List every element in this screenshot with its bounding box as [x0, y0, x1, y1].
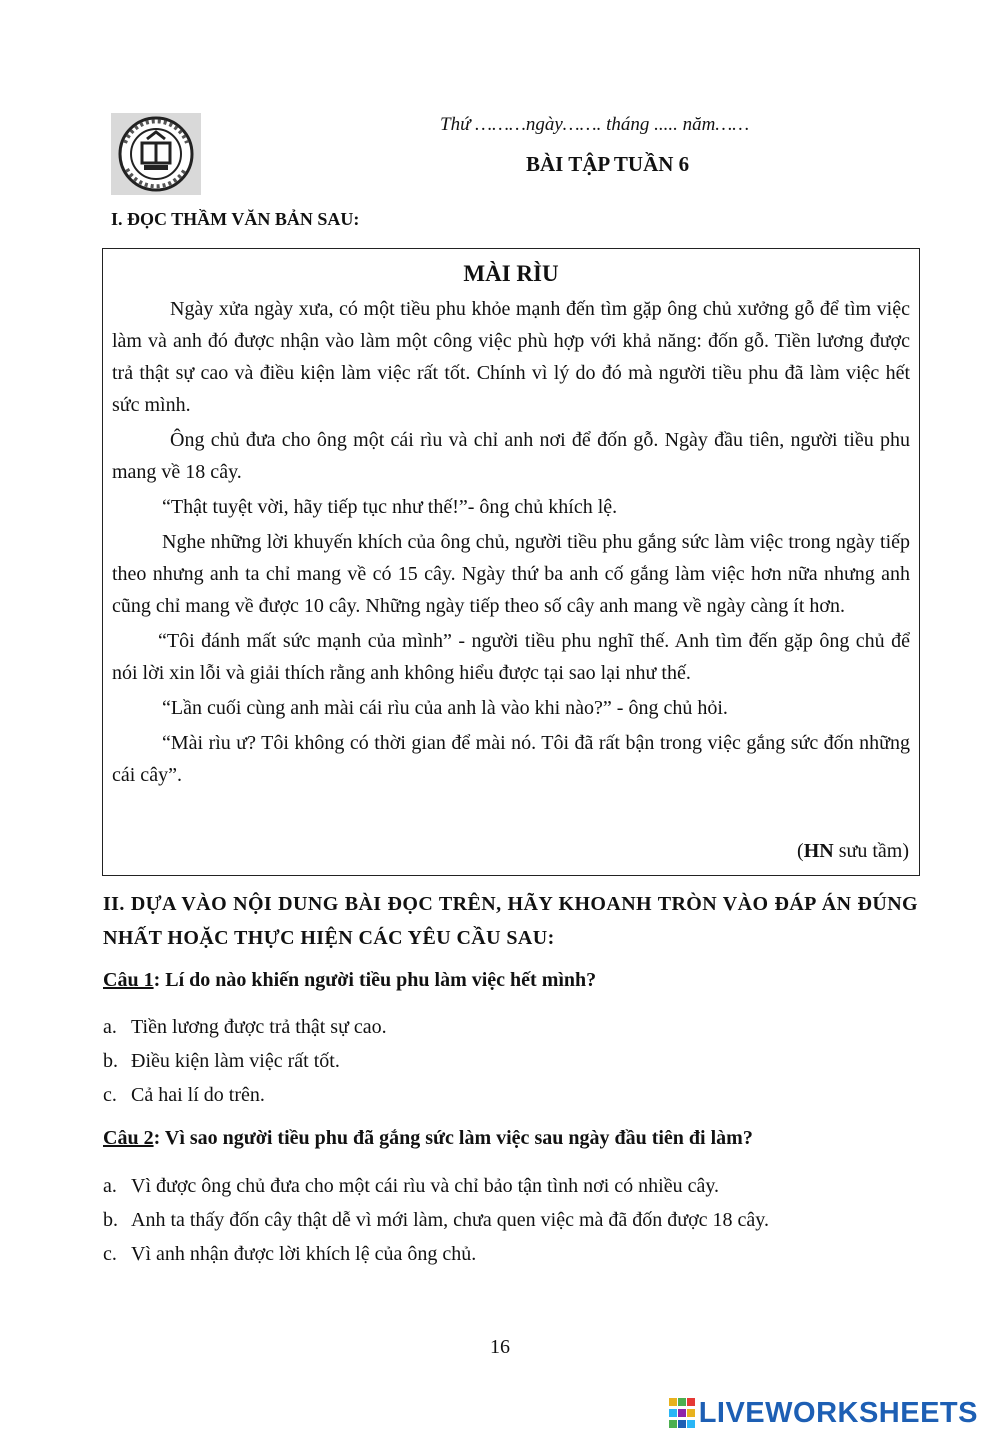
section-2-heading: II. DỰA VÀO NỘI DUNG BÀI ĐỌC TRÊN, HÃY KHOANH TRÒN VÀO ĐÁP ÁN ĐÚNG NHẤT HOẶC THỰC HIỆN CÁC YÊU CẦU SAU:	[103, 893, 918, 949]
option-text: Vì được ông chủ đưa cho một cái rìu và chỉ bảo tận tình nơi có nhiều cây.	[131, 1175, 720, 1197]
section-1-heading: I. ĐỌC THẦM VĂN BẢN SAU:	[111, 209, 360, 229]
story-source	[797, 840, 909, 863]
liveworksheets-watermark[interactable]	[669, 1396, 978, 1430]
date-line: Thứ ………ngày……. tháng ..... năm……	[440, 114, 750, 135]
option-text: Cả hai lí do trên.	[131, 1084, 265, 1106]
source-prefix: (	[797, 840, 804, 862]
option-letter: b.	[103, 1050, 118, 1072]
option-letter: b.	[103, 1209, 118, 1231]
story-paragraph: Nghe những lời khuyến khích của ông chủ, người tiều phu gắng sức làm việc trong ngày tiếp theo nhưng anh ta chỉ mang về có 15 cây. Ngày thứ ba anh cố gắng làm việc hơn nữa nhưng anh cũng chỉ mang về được 10 cây. Những ngày tiếp theo số cây anh mang về ngày càng ít hơn.	[112, 531, 910, 617]
option-text: Vì anh nhận được lời khích lệ của ông chủ.	[131, 1243, 477, 1265]
school-logo-icon	[111, 113, 201, 195]
page-number: 16	[490, 1336, 510, 1358]
story-title: MÀI RÌU	[463, 261, 559, 286]
story-text	[112, 293, 910, 794]
story-paragraph: Ông chủ đưa cho ông một cái rìu và chỉ anh nơi để đốn gỗ. Ngày đầu tiên, người tiều phu mang về 18 cây.	[112, 429, 910, 483]
source-suffix: sưu tầm)	[833, 840, 909, 862]
question-1	[103, 969, 596, 992]
story-paragraph: “Lần cuối cùng anh mài cái rìu của anh là vào khi nào?” - ông chủ hỏi.	[162, 697, 728, 719]
answer-option-b[interactable]	[103, 1203, 769, 1237]
question-2-options	[103, 1169, 769, 1271]
watermark-text: LIVEWORKSHEETS	[698, 1396, 978, 1429]
answer-option-c[interactable]	[103, 1078, 387, 1112]
question-number: Câu 2	[103, 1127, 154, 1149]
answer-option-c[interactable]	[103, 1237, 769, 1271]
answer-option-a[interactable]	[103, 1169, 769, 1203]
source-author: HN	[803, 840, 834, 862]
story-paragraph: “Thật tuyệt vời, hãy tiếp tục như thế!”- ông chủ khích lệ.	[162, 496, 618, 518]
option-text: Điều kiện làm việc rất tốt.	[131, 1050, 340, 1072]
question-number: Câu 1	[103, 969, 154, 991]
story-box	[102, 248, 920, 876]
question-1-options	[103, 1010, 387, 1112]
option-text: Anh ta thấy đốn cây thật dễ vì mới làm, chưa quen việc mà đã đốn được 18 cây.	[131, 1209, 770, 1231]
answer-option-b[interactable]	[103, 1044, 387, 1078]
option-letter: c.	[103, 1243, 117, 1265]
option-letter: a.	[103, 1175, 117, 1197]
question-text: : Vì sao người tiều phu đã gắng sức làm việc sau ngày đầu tiên đi làm?	[153, 1127, 753, 1149]
question-text: : Lí do nào khiến người tiều phu làm việc hết mình?	[153, 969, 597, 991]
worksheet-title: BÀI TẬP TUẦN 6	[526, 152, 690, 176]
liveworksheets-logo-icon	[669, 1398, 695, 1428]
option-text: Tiền lương được trả thật sự cao.	[131, 1016, 387, 1038]
answer-option-a[interactable]	[103, 1010, 387, 1044]
story-paragraph: “Mài rìu ư? Tôi không có thời gian để mài nó. Tôi đã rất bận trong việc gắng sức đốn những cái cây”.	[112, 732, 910, 786]
question-2	[103, 1127, 753, 1150]
option-letter: c.	[103, 1084, 117, 1106]
story-paragraph: Ngày xửa ngày xưa, có một tiều phu khỏe mạnh đến tìm gặp ông chủ xưởng gỗ để tìm việc làm và anh đó được nhận vào làm một công việc phù hợp với khả năng: đốn gỗ. Tiền lương được trả thật sự cao và điều kiện làm việc rất tốt. Chính vì lý do đó mà người tiều phu đã làm việc hết sức mình.	[112, 298, 910, 416]
option-letter: a.	[103, 1016, 117, 1038]
story-paragraph: “Tôi đánh mất sức mạnh của mình” - người tiều phu nghĩ thế. Anh tìm đến gặp ông chủ để nói lời xin lỗi và giải thích rằng anh không hiểu được tại sao lại như thế.	[112, 630, 910, 684]
